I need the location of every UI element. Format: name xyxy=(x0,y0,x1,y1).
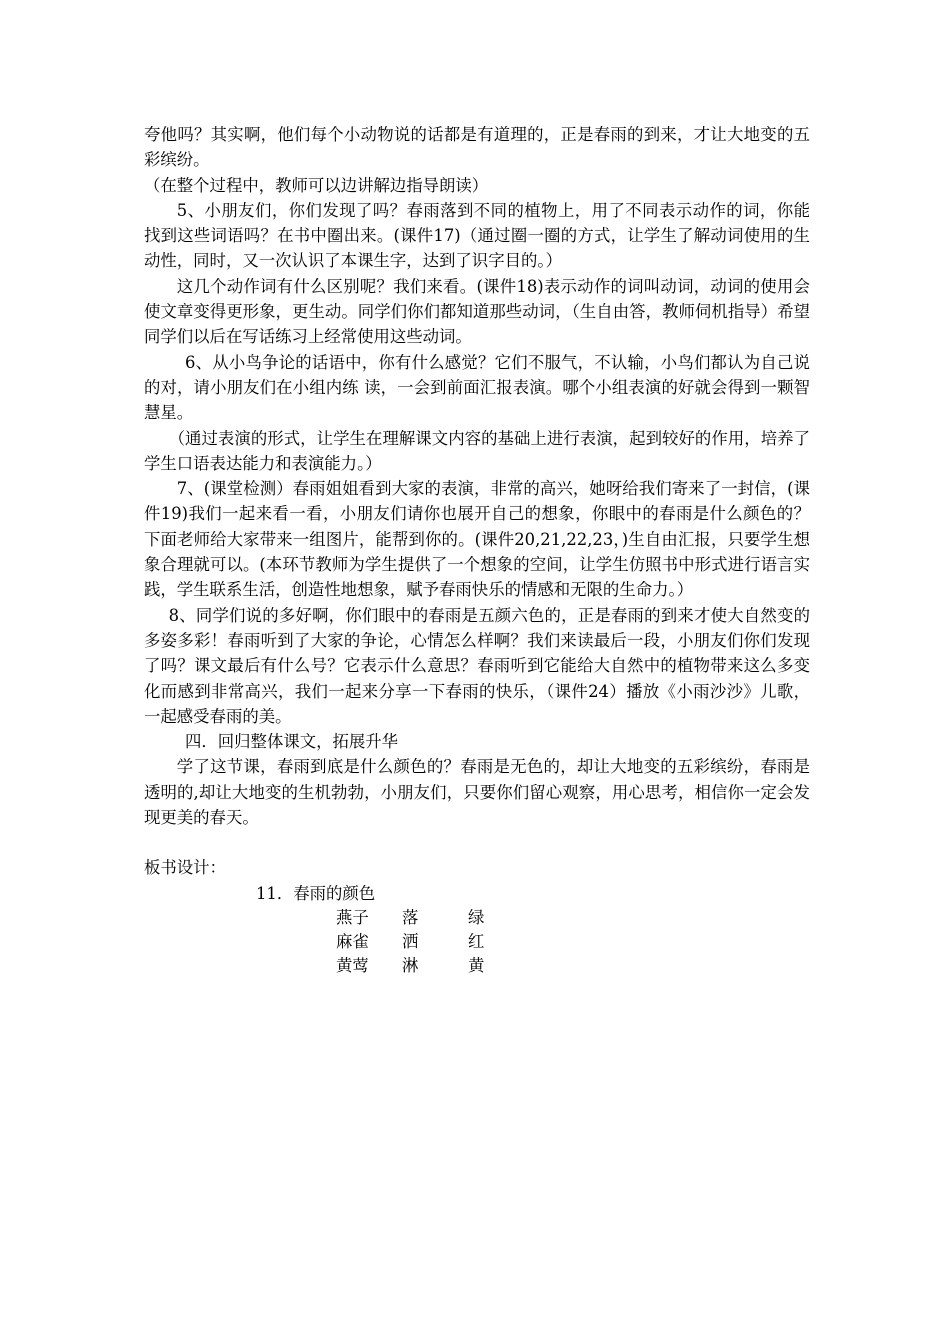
board-cell: 落 xyxy=(402,907,419,927)
paragraph: 学了这节课，春雨到底是什么颜色的？春雨是无色的，却让大地变的五彩缤纷，春雨是透明的,却让大地变的生机勃勃，小朋友们，只要你们留心观察，用心思考，相信你一定会发现更美的春天。 xyxy=(144,757,810,828)
paragraph: 这几个动作词有什么区别呢？我们来看。(课件18)表示动作的词叫动词，动词的使用会使文章变得更形象，更生动。同学们你们都知道那些动词，（生自由答，教师伺机指导）希望同学们以后在写话练习上经常使用这些动词。 xyxy=(144,276,810,347)
board-cell: 黄莺 xyxy=(336,955,369,975)
paragraph: 7、(课堂检测）春雨姐姐看到大家的表演，非常的高兴，她呀给我们寄来了一封信，(课件19)我们一起来看一看，小朋友们请你也展开自己的想象，你眼中的春雨是什么颜色的？下面老师给大家带来一组图片，能帮到你的。(课件20,21,22,23，)生自由汇报，只要学生想象合理就可以。(本环节教师为学生提供了一个想象的空间，让学生仿照书中形式进行语言实践，学生联系生活，创造性地想象，赋予春雨快乐的情感和无限的生命力。） xyxy=(144,479,810,600)
paragraph: （通过表演的形式，让学生在理解课文内容的基础上进行表演，起到较好的作用，培养了学生口语表达能力和表演能力。） xyxy=(144,428,810,473)
board-cell: 绿 xyxy=(468,907,485,927)
paragraph: 6、从小鸟争论的话语中，你有什么感觉？它们不服气，不认输，小鸟们都认为自己说的对，请小朋友们在小组内练 读，一会到前面汇报表演。哪个小组表演的好就会得到一颗智慧星。 xyxy=(144,352,810,423)
spacer xyxy=(144,830,810,855)
board-cell: 燕子 xyxy=(336,907,369,927)
board-cell: 淋 xyxy=(402,955,419,975)
board-cell: 黄 xyxy=(468,955,485,975)
board-row xyxy=(336,906,534,930)
lesson-text xyxy=(144,122,810,978)
paragraph: （在整个过程中，教师可以边讲解边指导朗读） xyxy=(144,175,489,195)
paragraph: 8、同学们说的多好啊，你们眼中的春雨是五颜六色的，正是春雨的到来才使大自然变的多姿多彩！春雨听到了大家的争论，心情怎么样啊？我们来读最后一段，小朋友们你们发现了吗？课文最后有什么号？它表示什么意思？春雨听到它能给大自然中的植物带来这么多变化而感到非常高兴，我们一起来分享一下春雨的快乐，（课件24）播放《小雨沙沙》儿歌，一起感受春雨的美。 xyxy=(144,605,810,726)
board-design-table xyxy=(336,906,534,978)
board-row xyxy=(336,930,534,954)
board-cell: 麻雀 xyxy=(336,931,369,951)
board-design-label: 板书设计： xyxy=(144,858,226,878)
section-heading: 四．回归整体课文，拓展升华 xyxy=(185,732,399,752)
board-row xyxy=(336,954,534,978)
paragraph: 夸他吗？其实啊，他们每个小动物说的话都是有道理的，正是春雨的到来，才让大地变的五彩缤纷。 xyxy=(144,125,810,170)
board-design-title: 11．春雨的颜色 xyxy=(256,883,376,903)
paragraph: 5、小朋友们，你们发现了吗？春雨落到不同的植物上，用了不同表示动作的词，你能找到这些词语吗？在书中圈出来。(课件17)（通过圈一圈的方式，让学生了解动词使用的生动性，同时，又一次认识了本课生字，达到了识字目的。） xyxy=(144,200,810,271)
board-cell: 红 xyxy=(468,931,485,951)
board-cell: 洒 xyxy=(402,931,419,951)
